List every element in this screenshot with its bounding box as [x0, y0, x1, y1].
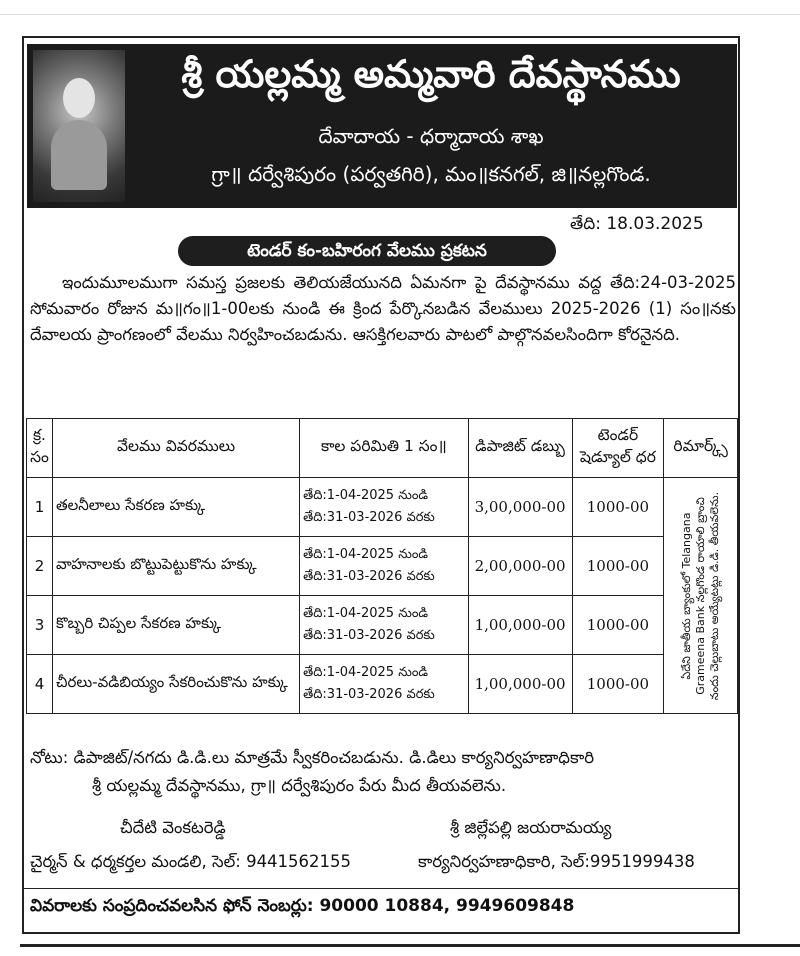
chairman-name: చీదేటి వెంకటరెడ్డి: [120, 818, 226, 837]
table-row: [27, 655, 738, 714]
temple-title: శ్రీ యల్లమ్మ అమ్మవారి దేవస్థానము: [181, 52, 681, 96]
period-to: తేది:31-03-2026 వరకు: [303, 510, 435, 525]
row-schedule: 1000-00: [572, 655, 664, 714]
row-period: [300, 596, 468, 655]
header-sno: క్ర. సం: [27, 419, 53, 478]
contact-numbers: వివరాలకు సంప్రదించవలసిన ఫోన్ నెంబర్లు: 90000 10884, 9949609848: [30, 896, 575, 916]
row-deposit: 1,00,000-00: [468, 596, 572, 655]
notice-body: [30, 270, 736, 348]
tender-table: [26, 418, 738, 714]
row-sno: 2: [27, 537, 53, 596]
table-header-row: [27, 419, 738, 478]
remarks-text: ఏదేని జాతీయ బ్యాంకులో Telangana Grameena Bank నల్లగొండ రాయాలి బ్రాంచి నందు చెల్లుబాటు అయ్యేటట్లు డి.డి. తీయవలెను.: [679, 491, 721, 700]
period-to: తేది:31-03-2026 వరకు: [303, 628, 435, 643]
period-to: తేది:31-03-2026 వరకు: [303, 687, 435, 702]
row-details: చీరలు-వడిబియ్యం సేకరించుకొను హక్కు: [52, 655, 299, 714]
row-deposit: 3,00,000-00: [468, 478, 572, 537]
department-subtitle: దేవాదాయ - ధర్మాదాయ శాఖ: [318, 124, 544, 148]
row-schedule: 1000-00: [572, 596, 664, 655]
row-sno: 4: [27, 655, 53, 714]
row-deposit: 1,00,000-00: [468, 655, 572, 714]
row-period: [300, 537, 468, 596]
deity-image: [33, 50, 125, 202]
header-period: కాల పరిమితి 1 సం॥: [300, 419, 468, 478]
period-to: తేది:31-03-2026 వరకు: [303, 569, 435, 584]
row-sno: 1: [27, 478, 53, 537]
temple-address: గ్రా॥ దర్వేశిపురం (పర్వతగిరి), మం॥కనగల్, జి॥నల్లగొండ.: [211, 162, 651, 186]
row-schedule: 1000-00: [572, 537, 664, 596]
bottom-rule: [20, 944, 800, 947]
row-schedule: 1000-00: [572, 478, 664, 537]
row-deposit: 2,00,000-00: [468, 537, 572, 596]
period-from: తేది:1-04-2025 నుండి: [303, 547, 429, 562]
notice-date: తేది: 18.03.2025: [570, 214, 704, 234]
chairman-title: చైర్మన్ & ధర్మకర్తల మండలి, సెల్: 9441562155: [30, 852, 352, 871]
period-from: తేది:1-04-2025 నుండి: [303, 665, 429, 680]
table-row: [27, 478, 738, 537]
notice-header: [27, 44, 737, 208]
row-period: [300, 478, 468, 537]
note-line-1: నోటు: డిపాజిట్/నగదు డి.డి.లు మాత్రమే స్వీకరించబడును. డి.డిలు కార్యనిర్వహణాధికారి: [30, 748, 595, 767]
period-from: తేది:1-04-2025 నుండి: [303, 488, 429, 503]
header-remarks: రిమార్క్స్: [664, 419, 738, 478]
period-from: తేది:1-04-2025 నుండి: [303, 606, 429, 621]
note-line-2: శ్రీ యల్లమ్మ దేవస్థానము, గ్రా॥ దర్వేశిపురం పేరు మీద తీయవలెను.: [92, 776, 507, 795]
row-sno: 3: [27, 596, 53, 655]
row-details: కొబ్బరి చిప్పల సేకరణ హక్కు: [52, 596, 299, 655]
notice-title: టెండర్ కం-బహిరంగ వేలము ప్రకటన: [178, 236, 556, 266]
row-details: వాహనాలకు బొట్టుపెట్టుకొను హక్కు: [52, 537, 299, 596]
top-strip: [0, 0, 800, 15]
table-row: [27, 596, 738, 655]
note-section: [30, 744, 736, 800]
row-period: [300, 655, 468, 714]
divider: [24, 888, 738, 889]
officer-name: శ్రీ జిల్లేపల్లి జయరామయ్య: [450, 818, 612, 837]
row-remarks: [664, 478, 738, 714]
header-schedule: టెండర్ షెడ్యూల్ ధర: [572, 419, 664, 478]
header-details: వేలము వివరములు: [52, 419, 299, 478]
notice-body-text: ఇందుమూలముగా సమస్త ప్రజలకు తెలియజేయునది ఏమనగా పై దేవస్థానము వద్ద తేది:24-03-2025 సోమవారం రోజున మ॥గం॥1-00లకు నుండి ఈ క్రింద పేర్కొనబడిన వేలములు 2025-2026 (1) సం॥నకు దేవాలయ ప్రాంగణంలో వేలము నిర్వహించబడును. ఆసక్తిగలవారు పాటలో పాల్గొనవలసిందిగా కోరనైనది.: [30, 273, 736, 344]
officer-title: కార్యనిర్వహణాధికారి, సెల్:9951999438: [418, 852, 695, 871]
header-deposit: డిపాజిట్ డబ్బు: [468, 419, 572, 478]
row-details: తలనీలాలు సేకరణ హక్కు: [52, 478, 299, 537]
table-row: [27, 537, 738, 596]
